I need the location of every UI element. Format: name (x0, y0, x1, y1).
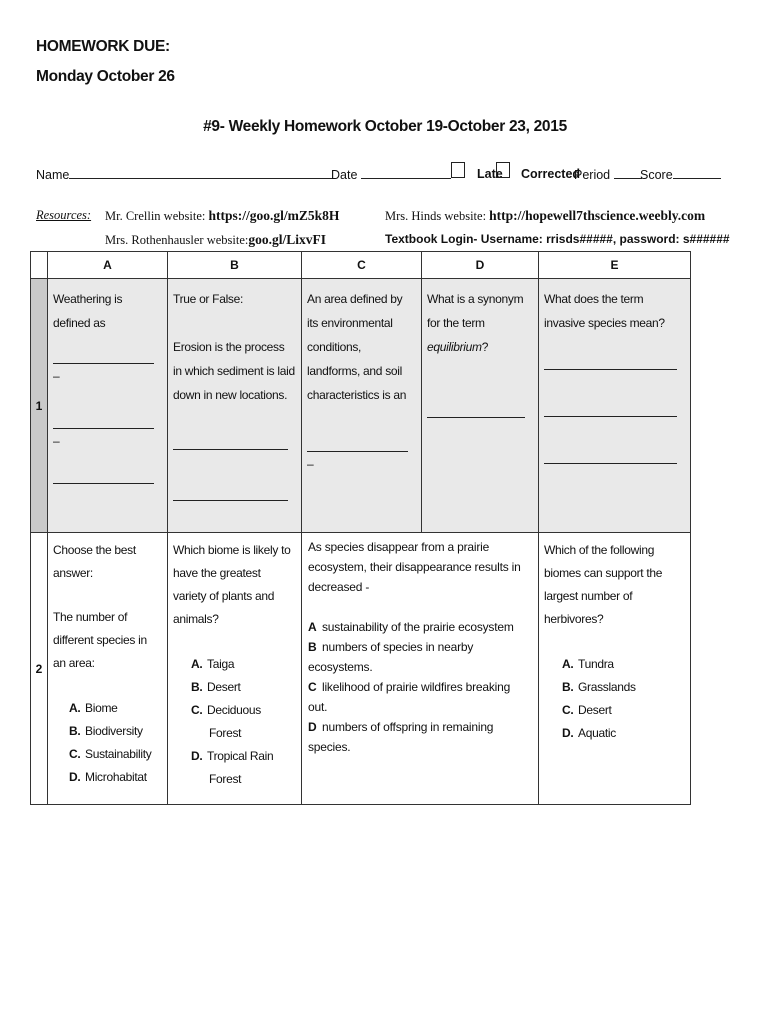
question-1e (539, 279, 691, 533)
option-2e-c[interactable]: C. Desert (562, 703, 612, 717)
question-2e-text: Which of the following biomes can support the largest number of herbivores? (544, 543, 663, 626)
answer-1e-blank-3[interactable] (544, 443, 677, 464)
homework-table (30, 251, 691, 805)
period-label: Period (574, 168, 611, 182)
hinds-website[interactable] (385, 208, 705, 224)
hinds-link[interactable]: http://hopewell7thscience.weebly.com (489, 208, 706, 223)
corrected-label: Corrected (521, 167, 581, 181)
question-2a (48, 533, 168, 805)
homework-due-label: HOMEWORK DUE: (36, 38, 170, 55)
option-2b-b[interactable]: B. Desert (191, 680, 241, 694)
dash-1: – (53, 369, 60, 383)
column-header-a: A (48, 252, 168, 279)
question-1d (422, 279, 539, 533)
name-label: Name (36, 168, 70, 182)
dash-2: – (53, 434, 60, 448)
date-blank[interactable] (361, 167, 451, 179)
rothenhausler-label: Mrs. Rothenhausler website: (105, 233, 249, 247)
column-header-c: C (302, 252, 422, 279)
table-row-2 (31, 533, 691, 805)
question-1c (302, 279, 422, 533)
question-1b-text: Erosion is the process in which sediment is laid down in new locations. (173, 340, 295, 402)
due-date: Monday October 26 (36, 68, 175, 85)
option-2b-d[interactable]: D. Tropical Rain Forest (191, 749, 274, 786)
option-2b-a[interactable]: A. Taiga (191, 657, 235, 671)
option-2a-a[interactable]: A. Biome (69, 701, 118, 715)
row-number-2: 2 (31, 533, 48, 805)
question-1c-text: An area defined by its environmental conditions, landforms, and soil characteristics is an (307, 292, 407, 402)
question-2a-text: The number of different species in an area: (53, 610, 147, 670)
question-2b-text: Which biome is likely to have the greatest variety of plants and animals? (173, 543, 291, 626)
hinds-label: Mrs. Hinds website: (385, 209, 487, 223)
textbook-login: Textbook Login- Username: rrisds#####, password: s###### (385, 232, 730, 246)
question-1e-text: What does the term invasive species mean? (544, 292, 665, 330)
score-label: Score (640, 168, 673, 182)
option-2e-d[interactable]: D. Aquatic (562, 726, 616, 740)
answer-1e-blank-2[interactable] (544, 396, 677, 417)
question-2cd (302, 533, 539, 805)
score-blank[interactable] (673, 167, 721, 179)
question-1d-text: What is a synonym for the term equilibrium? (427, 292, 524, 354)
crellin-link[interactable]: https://goo.gl/mZ5k8H (208, 208, 340, 223)
table-row-1 (31, 279, 691, 533)
answer-1c-blank[interactable] (307, 431, 408, 452)
crellin-label: Mr. Crellin website: (105, 209, 206, 223)
option-2a-d[interactable]: D. Microhabitat (69, 770, 147, 784)
question-1a-text: Weathering is defined as (53, 292, 123, 330)
table-header-row (31, 252, 691, 279)
option-2b-c[interactable]: C. Deciduous Forest (191, 703, 262, 740)
corner-cell (31, 252, 48, 279)
question-2cd-options (308, 617, 532, 757)
option-2cd-b[interactable]: B numbers of species in nearby ecosystems. (308, 640, 474, 674)
option-2a-b[interactable]: B. Biodiversity (69, 724, 143, 738)
late-checkbox[interactable] (451, 162, 465, 178)
question-2e (539, 533, 691, 805)
option-2a-c[interactable]: C. Sustainability (69, 747, 152, 761)
corrected-checkbox[interactable] (496, 162, 510, 178)
question-1b-label: True or False: (173, 292, 244, 306)
answer-1e-blank-1[interactable] (544, 349, 677, 370)
question-2b (168, 533, 302, 805)
option-2cd-d[interactable]: D numbers of offspring in remaining species. (308, 720, 494, 754)
question-2e-options (562, 653, 685, 745)
period-blank[interactable] (614, 167, 642, 179)
question-2a-options (69, 697, 162, 789)
question-2a-instruction: Choose the best answer: (53, 543, 136, 580)
answer-1a-blank-1[interactable] (53, 343, 154, 364)
page-title: #9- Weekly Homework October 19-October 23, 2015 (203, 118, 567, 135)
rothenhausler-website[interactable] (105, 232, 326, 248)
name-blank[interactable] (69, 167, 335, 179)
column-header-b: B (168, 252, 302, 279)
answer-1b-blank-2[interactable] (173, 480, 288, 501)
answer-1b-blank-1[interactable] (173, 429, 288, 450)
period-field[interactable] (574, 167, 642, 182)
answer-1a-blank-2[interactable] (53, 408, 154, 429)
dash-3: – (307, 457, 314, 471)
score-field[interactable] (640, 167, 721, 182)
date-field[interactable] (331, 167, 451, 182)
option-2e-a[interactable]: A. Tundra (562, 657, 614, 671)
option-2e-b[interactable]: B. Grasslands (562, 680, 636, 694)
name-field[interactable] (36, 167, 335, 182)
answer-1d-blank[interactable] (427, 397, 525, 418)
column-header-e: E (539, 252, 691, 279)
resources-label: Resources: (36, 208, 92, 222)
rothenhausler-link[interactable]: goo.gl/LixvFI (248, 232, 327, 247)
question-1b (168, 279, 302, 533)
column-header-d: D (422, 252, 539, 279)
date-label: Date (331, 168, 358, 182)
option-2cd-c[interactable]: C likelihood of prairie wildfires breaking out. (308, 680, 511, 714)
answer-1a-blank-3[interactable] (53, 463, 154, 484)
question-2cd-text: As species disappear from a prairie ecosystem, their disappearance results in decreased - (308, 540, 521, 594)
option-2cd-a[interactable]: A sustainability of the prairie ecosystem (308, 620, 514, 634)
question-1a (48, 279, 168, 533)
crellin-website[interactable] (105, 208, 339, 224)
row-number-1: 1 (31, 279, 48, 533)
question-2b-options (191, 653, 296, 791)
late-label: Late (477, 167, 503, 181)
